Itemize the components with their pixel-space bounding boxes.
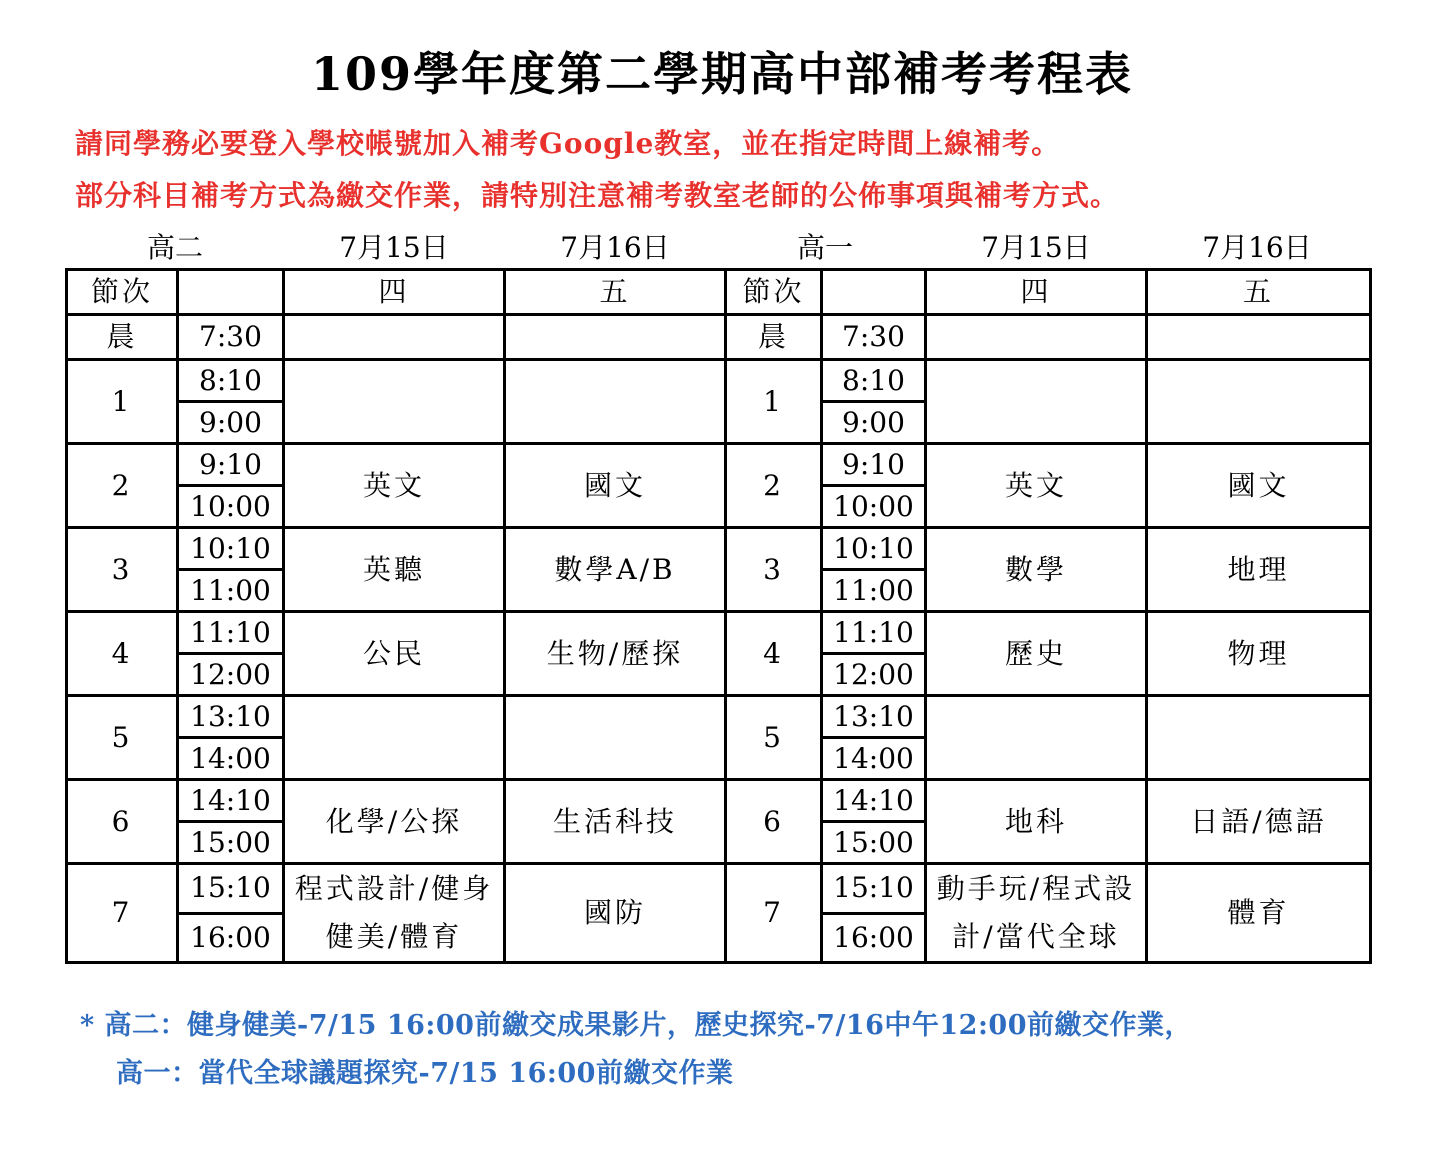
subject-cell: 國防 [505,864,726,963]
period-row [67,528,1371,570]
period-row [67,612,1371,654]
start-time: 14:10 [178,780,284,822]
subject-cell: 數學 [926,528,1147,612]
period-number: 2 [67,444,178,528]
day1-header: 四 [926,270,1147,315]
end-time: 12:00 [822,654,926,696]
start-time: 15:10 [178,864,284,914]
start-time: 11:10 [822,612,926,654]
grade-2-label: 高二 [146,231,203,264]
subject-cell: 程式設計/健身健美/體育 [284,864,505,963]
subject-cell: 化學/公探 [284,780,505,864]
grade-1-label: 高一 [796,231,853,264]
day2-header: 五 [1147,270,1371,315]
morning-row [67,315,1371,360]
subject-cell [926,360,1147,444]
subject-cell: 英聽 [284,528,505,612]
start-time: 13:10 [178,696,284,738]
subject-cell: 英文 [926,444,1147,528]
period-row [67,360,1371,402]
empty-cell [284,315,505,360]
footer-note-grade-1: 高一：當代全球議題探究-7/15 16:00前繳交作業 [116,1058,734,1089]
period-number: 4 [67,612,178,696]
empty-cell [926,315,1147,360]
end-time: 14:00 [178,738,284,780]
end-time: 9:00 [178,402,284,444]
subject-cell: 公民 [284,612,505,696]
exam-schedule-table [65,268,1372,964]
time-header [822,270,926,315]
grade-2-date-2: 7月16日 [560,231,670,264]
grade-1-date-2: 7月16日 [1202,231,1312,264]
period-number: 7 [726,864,822,963]
subject-cell: 生活科技 [505,780,726,864]
period-number: 4 [726,612,822,696]
start-time: 14:10 [822,780,926,822]
morning-label: 晨 [67,315,178,360]
period-number: 6 [67,780,178,864]
subject-cell: 體育 [1147,864,1371,963]
subject-cell [926,696,1147,780]
period-number: 7 [67,864,178,963]
end-time: 10:00 [178,486,284,528]
grade-2-date-1: 7月15日 [339,231,449,264]
end-time: 11:00 [822,570,926,612]
subject-cell: 國文 [1147,444,1371,528]
subject-cell: 生物/歷探 [505,612,726,696]
end-time: 9:00 [822,402,926,444]
end-time: 16:00 [178,913,284,963]
subject-cell [1147,696,1371,780]
subject-cell [1147,360,1371,444]
subject-cell [284,360,505,444]
empty-cell [505,315,726,360]
start-time: 8:10 [178,360,284,402]
subject-cell: 歷史 [926,612,1147,696]
day2-header: 五 [505,270,726,315]
empty-cell [1147,315,1371,360]
period-header: 節次 [726,270,822,315]
subject-cell: 數學A/B [505,528,726,612]
period-header: 節次 [67,270,178,315]
start-time: 8:10 [822,360,926,402]
morning-time: 7:30 [178,315,284,360]
end-time: 12:00 [178,654,284,696]
page-title: 109學年度第二學期高中部補考考程表 [310,47,1134,101]
start-time: 10:10 [178,528,284,570]
subject-cell: 動手玩/程式設計/當代全球 [926,864,1147,963]
period-number: 1 [726,360,822,444]
period-row [67,696,1371,738]
subject-cell [505,696,726,780]
end-time: 14:00 [822,738,926,780]
period-number: 3 [67,528,178,612]
start-time: 9:10 [822,444,926,486]
start-time: 10:10 [822,528,926,570]
period-number: 6 [726,780,822,864]
end-time: 16:00 [822,913,926,963]
period-row [67,444,1371,486]
subject-cell [505,360,726,444]
grade-1-date-1: 7月15日 [981,231,1091,264]
morning-time: 7:30 [822,315,926,360]
end-time: 15:00 [822,822,926,864]
notice-line-2: 部分科目補考方式為繳交作業，請特別注意補考教室老師的公佈事項與補考方式。 [75,179,1120,212]
end-time: 11:00 [178,570,284,612]
start-time: 15:10 [822,864,926,914]
subject-cell: 地理 [1147,528,1371,612]
subject-cell: 國文 [505,444,726,528]
period-number: 1 [67,360,178,444]
subject-cell: 英文 [284,444,505,528]
period-row [67,864,1371,914]
subject-cell: 物理 [1147,612,1371,696]
subject-cell [284,696,505,780]
table-header-row [67,270,1371,315]
period-number: 5 [67,696,178,780]
period-number: 5 [726,696,822,780]
end-time: 15:00 [178,822,284,864]
period-number: 2 [726,444,822,528]
period-row [67,780,1371,822]
notice-line-1: 請同學務必要登入學校帳號加入補考Google教室，並在指定時間上線補考。 [75,127,1061,160]
subject-cell: 日語/德語 [1147,780,1371,864]
time-header [178,270,284,315]
start-time: 9:10 [178,444,284,486]
period-number: 3 [726,528,822,612]
subject-cell: 地科 [926,780,1147,864]
morning-label: 晨 [726,315,822,360]
day1-header: 四 [284,270,505,315]
footer-note-grade-2: * 高二：健身健美-7/15 16:00前繳交成果影片，歷史探究-7/16中午12:00前繳交作業， [80,1010,1192,1041]
start-time: 13:10 [822,696,926,738]
end-time: 10:00 [822,486,926,528]
start-time: 11:10 [178,612,284,654]
